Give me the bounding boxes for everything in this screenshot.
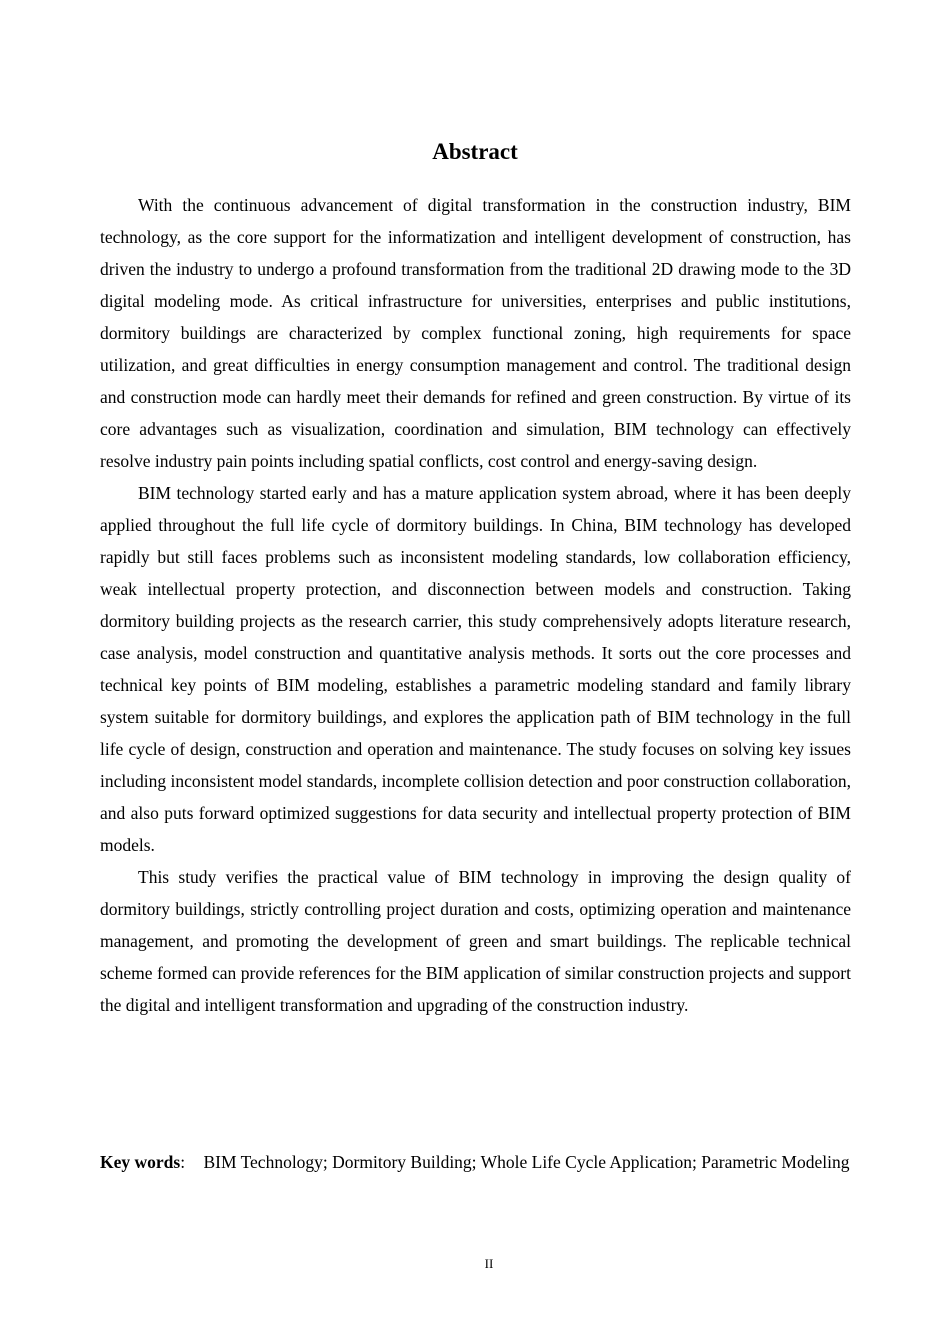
abstract-paragraph-2: BIM technology started early and has a mature application system abroad, where it has been deeply applied throughout the full life cycle of dormitory buildings. In China, BIM technology has developed rapidly but still faces problems such as inconsistent modeling standards, low collaboration efficiency, weak intellectual property protection, and disconnection between models and construction. Taking dormitory building projects as the research carrier, this study comprehensively adopts literature research, case analysis, model construction and quantitative analysis methods. It sorts out the core processes and technical key points of BIM modeling, establishes a parametric modeling standard and family library system suitable for dormitory buildings, and explores the application path of BIM technology in the full life cycle of design, construction and operation and maintenance. The study focuses on solving key issues including inconsistent model standards, incomplete collision detection and poor construction collaboration, and also puts forward optimized suggestions for data security and intellectual property protection of BIM models.: [100, 483, 851, 855]
abstract-paragraph-3: This study verifies the practical value of BIM technology in improving the design quality of dormitory buildings, strictly controlling project duration and costs, optimizing operation and maintenance management, and promoting the development of green and smart buildings. The replicable technical scheme formed can provide references for the BIM application of similar construction projects and support the digital and intelligent transformation and upgrading of the construction industry.: [100, 867, 851, 1015]
keywords-label: Key words: [100, 1152, 181, 1172]
keywords-line: [100, 1146, 851, 1178]
abstract-body: [100, 189, 851, 1021]
keywords-separator: :: [180, 1152, 186, 1172]
page-number: II: [484, 1256, 494, 1271]
abstract-title: Abstract: [432, 139, 518, 164]
keywords-text: BIM Technology; Dormitory Building; Whole Life Cycle Application; Parametric Modeling: [203, 1152, 850, 1172]
abstract-paragraph-1: With the continuous advancement of digital transformation in the construction industry, BIM technology, as the core support for the informatization and intelligent development of construction, has driven the industry to undergo a profound transformation from the traditional 2D drawing mode to the 3D digital modeling mode. As critical infrastructure for universities, enterprises and public institutions, dormitory buildings are characterized by complex functional zoning, high requirements for space utilization, and great difficulties in energy consumption management and control. The traditional design and construction mode can hardly meet their demands for refined and green construction. By virtue of its core advantages such as visualization, coordination and simulation, BIM technology can effectively resolve industry pain points including spatial conflicts, cost control and energy-saving design.: [100, 195, 851, 471]
